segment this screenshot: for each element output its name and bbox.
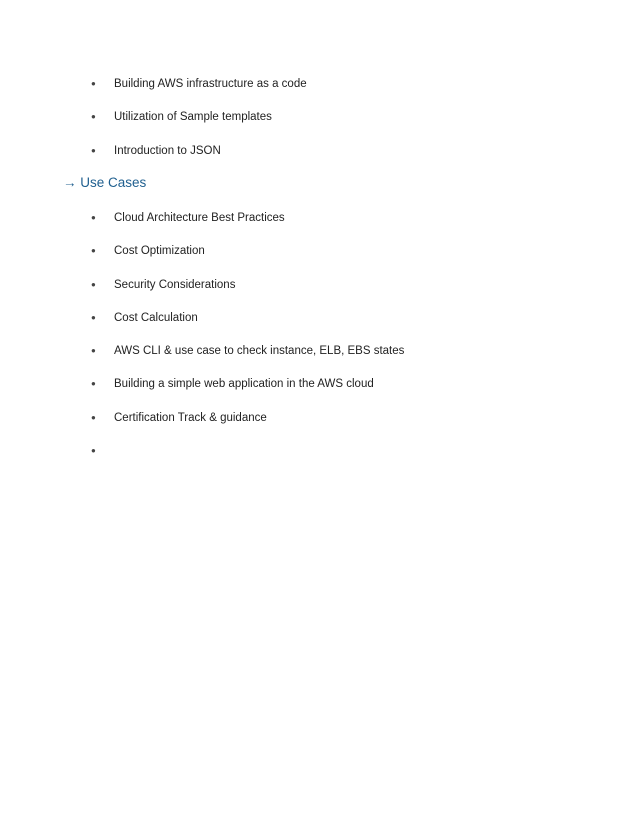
bullet-icon: ● — [91, 79, 96, 88]
topic-list — [0, 76, 638, 176]
use-cases-heading: → Use Cases — [63, 175, 147, 190]
list-item-text: Certification Track & guidance — [114, 411, 267, 424]
list-item-text: Security Considerations — [114, 278, 236, 291]
list-item — [0, 210, 638, 243]
list-item — [0, 243, 638, 276]
bullet-icon: ● — [91, 145, 96, 155]
bullet-icon: ● — [91, 213, 96, 222]
list-item — [0, 376, 638, 409]
list-item-text: Building a simple web application in the AWS cloud — [114, 378, 374, 391]
bullet-icon: ● — [91, 279, 96, 289]
bullet-icon: ● — [91, 379, 96, 389]
bullet-icon: ● — [91, 446, 96, 456]
list-item — [0, 410, 638, 443]
list-item — [0, 143, 638, 176]
bullet-icon: ● — [91, 112, 96, 122]
list-item — [0, 109, 638, 142]
list-item-text: Utilization of Sample templates — [114, 111, 272, 124]
list-item-text: Building AWS infrastructure as a code — [114, 78, 307, 90]
list-item — [0, 310, 638, 343]
list-item-text: Introduction to JSON — [114, 144, 221, 157]
list-item — [0, 443, 638, 476]
bullet-icon: ● — [91, 412, 96, 422]
list-item-text: Cloud Architecture Best Practices — [114, 212, 285, 224]
list-item — [0, 277, 638, 310]
list-item — [0, 343, 638, 376]
list-item-text: Cost Optimization — [114, 245, 205, 258]
bullet-icon: ● — [91, 246, 96, 256]
bullet-icon: ● — [91, 346, 96, 356]
bullet-icon: ● — [91, 312, 96, 322]
list-item — [0, 76, 638, 109]
list-item-text: AWS CLI & use case to check instance, ELB, EBS states — [114, 345, 405, 358]
list-item-text: Cost Calculation — [114, 311, 198, 324]
use-cases-list — [0, 210, 638, 476]
